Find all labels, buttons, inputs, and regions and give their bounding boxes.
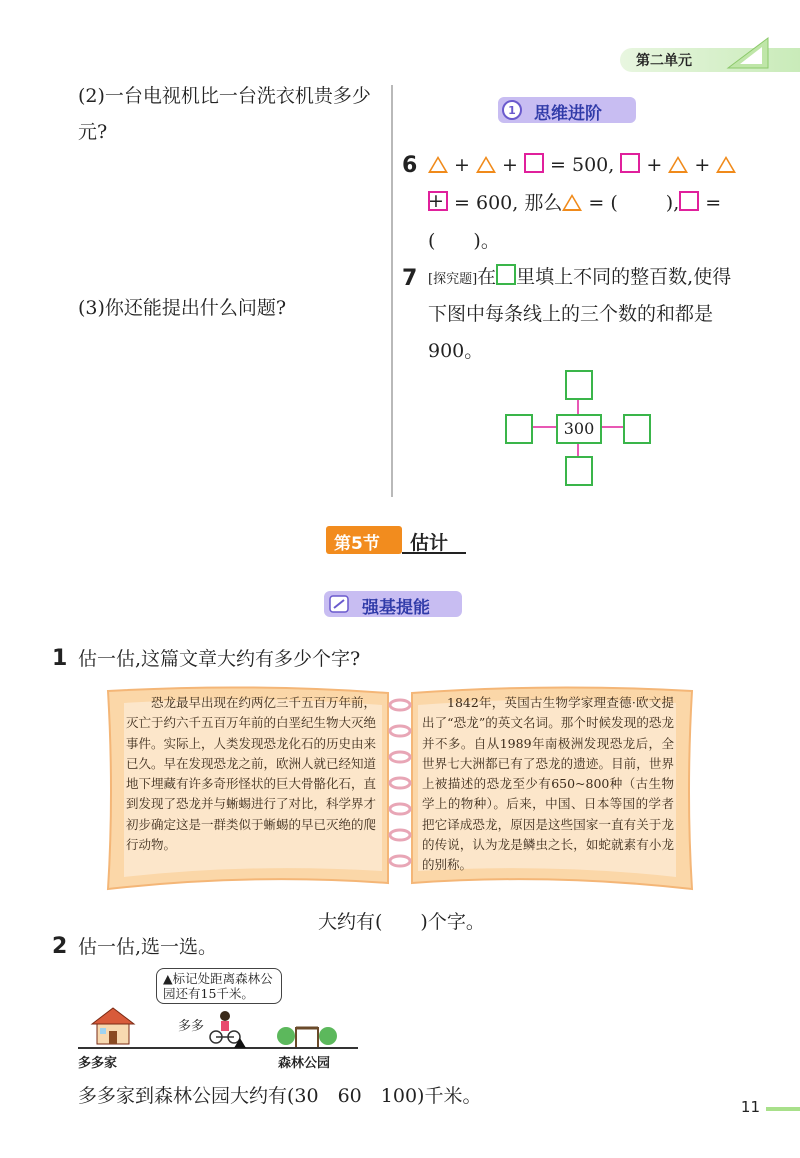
number-cross-diagram (505, 370, 651, 485)
medal-icon (501, 99, 523, 121)
triangle-shape (716, 156, 736, 173)
distance-illustration (78, 968, 368, 1071)
question-2-sub: (2)一台电视机比一台洗衣机贵多少元? (78, 85, 371, 144)
column-divider (391, 85, 393, 497)
kid-label: 多多 (178, 1019, 205, 1034)
question-6-line3[interactable]: ( )。 (428, 230, 500, 252)
square-shape (679, 191, 699, 211)
equation-1-result: = 500, (550, 154, 615, 176)
triangle-shape (562, 194, 582, 211)
section-5-label: 第5节 (334, 534, 380, 554)
answer-equals: = (705, 192, 722, 214)
triangle-shape (428, 156, 448, 173)
unit-tab (620, 48, 800, 72)
open-book-illustration (100, 683, 700, 897)
right-blank-box[interactable] (623, 414, 651, 444)
basic-section-badge (324, 591, 462, 617)
question-1-number: 1 (52, 646, 68, 671)
question-2-text: 估一估,选一选。 (78, 936, 218, 958)
triangle-shape (668, 156, 688, 173)
marker-triangle-icon (234, 1038, 246, 1048)
answer-close: ), (665, 192, 680, 214)
ruler-triangle-icon (724, 34, 772, 72)
book-right-text: 1842年，英国古生物学家理查德·欧文提出了“恐龙”的英文名词。那个时候发现的恐龙并不多。自从1989年南极洲发现恐龙后，全世界七大洲都已有了恐龙的遗迹。目前，世界上被描述的恐龙至少有650~800种（古生物学上的物种）。后来，中国、日本等国的学者把它译成恐龙，原因是这些国家一直有关于龙的传说，认为龙是鳞虫之长，如蛇就素有小龙的别称。 (422, 695, 674, 872)
question-1-answer[interactable]: 大约有( )个字。 (318, 911, 485, 933)
question-1-text: 估一估,这篇文章大约有多少个字? (78, 648, 361, 670)
home-label: 多多家 (78, 1056, 118, 1071)
thinking-section-title: 思维进阶 (534, 104, 602, 124)
unit-label: 第二单元 (636, 53, 692, 69)
square-shape (428, 191, 448, 211)
park-label: 森林公园 (278, 1056, 331, 1071)
square-shape (620, 153, 640, 173)
page-number: 11 (740, 1098, 760, 1116)
question-6-line2 (428, 185, 748, 221)
bottom-blank-box[interactable] (565, 456, 593, 486)
question-2-number: 2 (52, 934, 68, 959)
section-5-title: 估计 (410, 532, 449, 554)
speech-bubble: ▲标记处距离森林公园还有15千米。 (156, 968, 282, 1004)
question-7-number: 7 (402, 266, 418, 291)
question-6-line1: + + = 500, + + + (428, 147, 748, 219)
question-7-tag: [探究题] (428, 272, 478, 287)
left-blank-box[interactable] (505, 414, 533, 444)
square-shape (524, 153, 544, 173)
top-blank-box[interactable] (565, 370, 593, 400)
question-7-text-a: 在 (477, 266, 497, 288)
center-value-box: 300 (556, 414, 602, 444)
thinking-section-badge (498, 97, 636, 123)
question-7-text (428, 259, 740, 370)
question-7-text-b: 里填上不同的整百数,使得下图中每条线上的三个数的和都是900。 (428, 266, 732, 363)
green-box-shape (496, 264, 516, 285)
road-line (78, 1047, 358, 1049)
question-6-number: 6 (402, 153, 418, 178)
house-icon (88, 1006, 138, 1046)
section-5-header (318, 526, 466, 554)
basic-section-title: 强基提能 (362, 598, 430, 618)
answer-open: = ( (588, 192, 618, 214)
page-number-bar (766, 1107, 800, 1111)
triangle-shape (476, 156, 496, 173)
svg-text:1: 1 (508, 104, 516, 117)
equation-2-result: = 600, 那么 (454, 192, 563, 214)
park-icon (276, 1020, 338, 1048)
question-2-answer[interactable]: 多多家到森林公园大约有(30 60 100)千米。 (78, 1085, 482, 1107)
book-left-text: 恐龙最早出现在约两亿三千五百万年前，灭亡于约六千五百万年前的白垩纪生物大灭绝事件。实际上，人类发现恐龙化石的历史由来已久。早在发现恐龙之前，欧洲人就已经知道地下埋藏有许多奇形怪状的巨大骨骼化石，直到发现了恐龙并与蜥蜴进行了对比，科学界才初步确定这是一群类似于蜥蜴的早已灭绝的爬行动物。 (126, 695, 377, 852)
pencil-icon (328, 594, 350, 614)
question-3-sub: (3)你还能提出什么问题? (78, 297, 287, 319)
